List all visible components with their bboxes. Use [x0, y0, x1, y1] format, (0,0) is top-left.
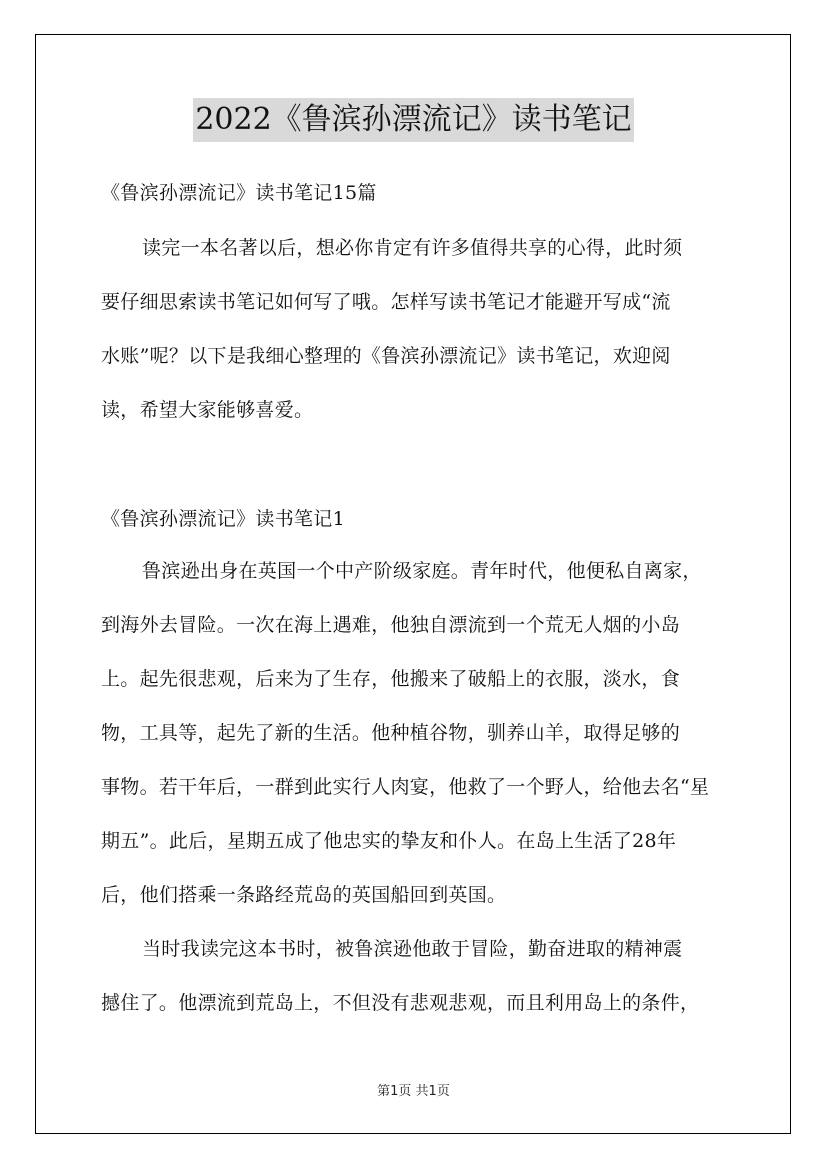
paragraph-line: 事物。若干年后，一群到此实行人肉宴，他救了一个野人，给他去名“星	[101, 776, 710, 798]
paragraph-line: 鲁滨逊出身在英国一个中产阶级家庭。青年时代，他便私自离家，	[142, 560, 702, 582]
intro-line: 水账”呢？以下是我细心整理的《鲁滨孙漂流记》读书笔记，欢迎阅	[101, 345, 671, 367]
paragraph-line: 期五”。此后，星期五成了他忠实的挚友和仆人。在岛上生活了28年	[101, 830, 677, 852]
paragraph-line: 当时我读完这本书时，被鲁滨逊他敢于冒险，勤奋进取的精神震	[142, 938, 683, 960]
page-footer: 第1页 共1页	[377, 1084, 450, 1099]
paragraph-line: 上。起先很悲观，后来为了生存，他搬来了破船上的衣服，淡水，食	[101, 668, 681, 690]
title-container	[0, 98, 827, 142]
paragraph-line: 撼住了。他漂流到荒岛上，不但没有悲观悲观，而且利用岛上的条件，	[101, 992, 700, 1014]
intro-line: 读完一本名著以后，想必你肯定有许多值得共享的心得，此时须	[142, 237, 683, 259]
intro-line: 读，希望大家能够喜爱。	[101, 399, 314, 421]
paragraph-line: 物，工具等，起先了新的生活。他种植谷物，驯养山羊，取得足够的	[101, 722, 681, 744]
paragraph-line: 后，他们搭乘一条路经荒岛的英国船回到英国。	[101, 884, 507, 906]
intro-line: 要仔细思索读书笔记如何写了哦。怎样写读书笔记才能避开写成“流	[101, 291, 671, 313]
document-subtitle: 《鲁滨孙漂流记》读书笔记15篇	[101, 182, 377, 204]
document-title: 2022《鲁滨孙漂流记》读书笔记	[193, 98, 633, 142]
paragraph-line: 到海外去冒险。一次在海上遇难，他独自漂流到一个荒无人烟的小岛	[101, 614, 681, 636]
section-heading: 《鲁滨孙漂流记》读书笔记1	[101, 508, 345, 530]
